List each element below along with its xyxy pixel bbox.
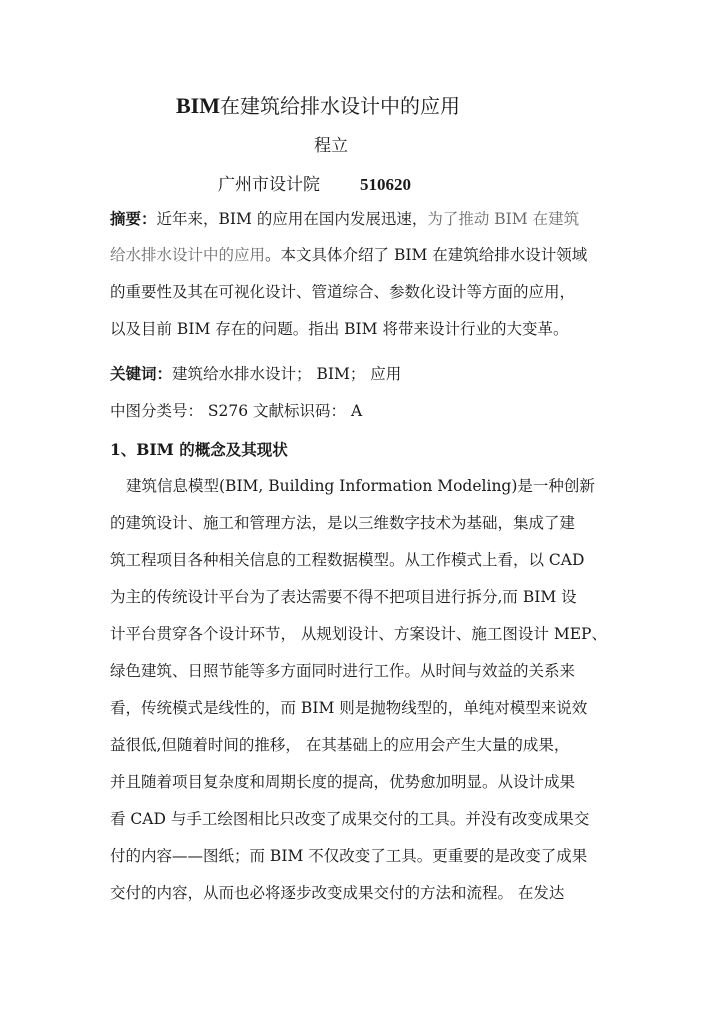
body-line: 并且随着项目复杂度和周期长度的提高，优势愈加明显。从设计成果	[110, 773, 576, 791]
abstract-text: 给水排水设计中的应用	[110, 246, 266, 264]
document-title	[176, 92, 556, 120]
keywords	[110, 355, 616, 392]
body-line: 付的内容——图纸；而 BIM 不仅改变了工具。更重要的是改变了成果	[110, 847, 588, 865]
keywords-text: 建筑给水排水设计； BIM； 应用	[172, 365, 402, 383]
body-line: 益很低,但随着时间的推移， 在其基础上的应用会产生大量的成果，	[110, 736, 570, 754]
abstract-line-1	[110, 200, 616, 237]
body-line: 计平台贯穿各个设计环节， 从规划设计、方案设计、施工图设计 MEP、	[110, 625, 607, 643]
abstract-text: 近年来，BIM 的应用在国内发展迅速，	[156, 210, 428, 228]
keywords-label: 关键词：	[110, 364, 173, 383]
body-line: 建筑信息模型(BIM, Building Information Modeling)是一种创新	[126, 477, 595, 495]
title-bim: BIM	[176, 93, 220, 118]
title-text: 在建筑给排水设计中的应用	[220, 94, 460, 118]
section-heading-text: 1、BIM 的概念及其现状	[110, 440, 288, 459]
body-line: 看 CAD 与手工绘图相比只改变了成果交付的工具。并没有改变成果交	[110, 810, 590, 828]
body-line: 绿色建筑、日照节能等多方面同时进行工作。从时间与效益的关系来	[110, 662, 576, 680]
abstract-line-3: 的重要性及其在可视化设计、管道综合、参数化设计等方面的应用，	[110, 283, 576, 301]
section-heading	[110, 431, 616, 468]
classification	[110, 393, 616, 430]
keywords-line	[110, 355, 616, 392]
abstract-label: 摘要：	[110, 209, 157, 228]
abstract-text: 。本文具体介绍了 BIM 在建筑给排水设计领域	[265, 246, 588, 264]
body-line: 的建筑设计、施工和管理方法，是以三维数字技术为基础，集成了建	[110, 514, 576, 532]
affiliation-line	[218, 173, 411, 197]
body-line: 看，传统模式是线性的，而 BIM 则是抛物线型的，单纯对模型来说效	[110, 699, 588, 717]
body-line: 筑工程项目各种相关信息的工程数据模型。从工作模式上看，以 CAD	[110, 551, 585, 569]
abstract-line-2	[110, 237, 616, 274]
body-paragraph	[110, 468, 616, 912]
affiliation: 广州市设计院	[218, 175, 320, 195]
abstract-line-4: 以及目前 BIM 存在的问题。指出 BIM 将带来设计行业的大变革。	[110, 320, 569, 338]
body-line: 为主的传统设计平台为了表达需要不得不把项目进行拆分,而 BIM 设	[110, 588, 577, 606]
author-name: 程立	[314, 136, 348, 156]
body-line: 交付的内容，从而也必将逐步改变成果交付的方法和流程。 在发达	[110, 884, 565, 902]
abstract	[110, 200, 616, 348]
postcode: 510620	[360, 175, 411, 194]
classification-line: 中图分类号： S276 文献标识码： A	[110, 402, 363, 420]
abstract-text: 为了推动 BIM 在建筑	[427, 210, 580, 228]
